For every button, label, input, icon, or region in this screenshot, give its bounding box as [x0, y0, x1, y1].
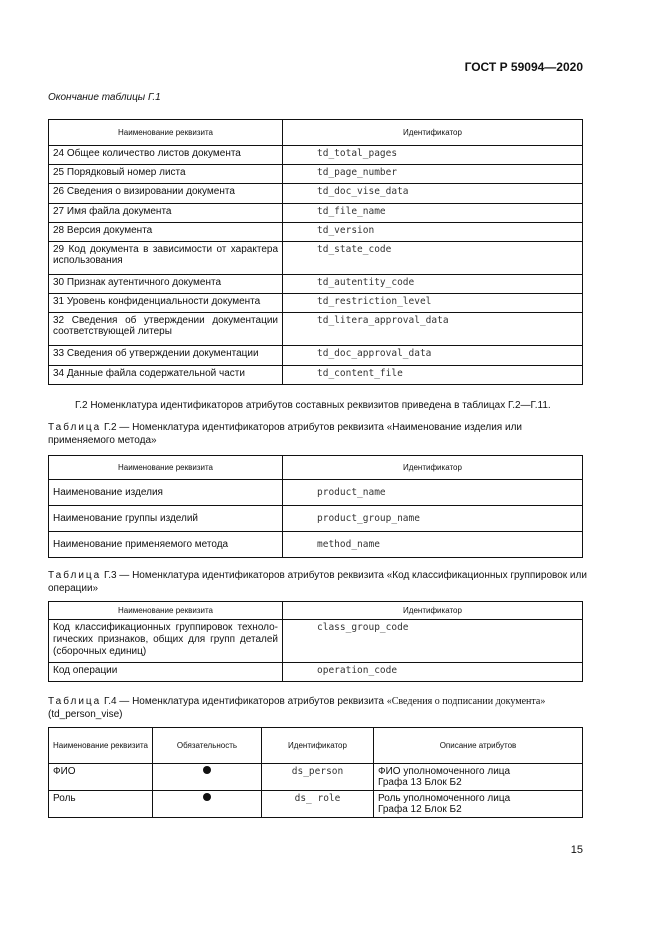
- cell-name: 32 Сведения об утверждении документации соответствующей литеры: [49, 313, 283, 346]
- table-g1: [48, 119, 583, 385]
- cell-id: td_content_file: [283, 366, 583, 385]
- cell-id: td_doc_approval_data: [283, 346, 583, 366]
- column-header-name: Наименование реквизита: [49, 456, 283, 480]
- cell-name: 34 Данные файла содержательной части: [49, 366, 283, 385]
- table-header-row: [49, 602, 583, 620]
- cell-required: [153, 791, 262, 818]
- required-marker-icon: [203, 766, 211, 774]
- cell-id: ds_person: [262, 764, 374, 791]
- table-row: [49, 242, 583, 275]
- cell-id: td_page_number: [283, 165, 583, 184]
- table-row: [49, 294, 583, 313]
- table-row: [49, 366, 583, 385]
- cell-name: Наименование группы изделий: [49, 506, 283, 532]
- cell-id: operation_code: [283, 663, 583, 682]
- table-g3: [48, 601, 583, 682]
- cell-id: method_name: [283, 532, 583, 558]
- column-header-name: Наименование реквизита: [49, 120, 283, 146]
- cell-id: td_state_code: [283, 242, 583, 275]
- table-g4: [48, 727, 583, 818]
- column-header-id: Идентификатор: [262, 728, 374, 764]
- caption-text: Г.3 — Номенклатура идентификаторов атрибутов реквизита «Код классификационных группировок или операции»: [48, 570, 587, 594]
- cell-name: Роль: [49, 791, 153, 818]
- caption-title: «Сведения о подписании документа»: [386, 696, 546, 707]
- table-header-row: [49, 456, 583, 480]
- cell-name: 24 Общее количество листов документа: [49, 146, 283, 165]
- table-row: [49, 532, 583, 558]
- cell-id: td_restriction_level: [283, 294, 583, 313]
- caption-identifier: (td_person_vise): [48, 709, 123, 720]
- column-header-name: Наименование реквизита: [49, 728, 153, 764]
- cell-id: class_group_code: [283, 620, 583, 663]
- cell-description: [374, 791, 583, 818]
- column-header-id: Идентификатор: [283, 120, 583, 146]
- cell-name: Код классификационных группировок техноло-гических признаков, общих для групп деталей (сборочных единиц): [49, 620, 283, 663]
- table-row: [49, 275, 583, 294]
- cell-id: td_file_name: [283, 204, 583, 223]
- cell-id: ds_ role: [262, 791, 374, 818]
- cell-id: td_total_pages: [283, 146, 583, 165]
- cell-name: 29 Код документа в зависимости от характера использования: [49, 242, 283, 275]
- table-row: [49, 313, 583, 346]
- description-line: Графа 13 Блок Б2: [378, 777, 462, 788]
- cell-name: 25 Порядковый номер листа: [49, 165, 283, 184]
- table-row: [49, 791, 583, 818]
- column-header-required: Обязательность: [153, 728, 262, 764]
- table-row: [49, 165, 583, 184]
- table-row: [49, 764, 583, 791]
- column-header-id: Идентификатор: [283, 456, 583, 480]
- table-g3-caption: [48, 569, 588, 595]
- description-line: Роль уполномоченного лица: [378, 793, 511, 804]
- cell-name: 33 Сведения об утверждении документации: [49, 346, 283, 366]
- column-header-description: Описание атрибутов: [374, 728, 583, 764]
- caption-word: Таблица: [48, 570, 102, 581]
- cell-name: 30 Признак аутентичного документа: [49, 275, 283, 294]
- caption-text: Г.4 — Номенклатура идентификаторов атрибутов реквизита: [101, 696, 387, 707]
- description-line: Графа 12 Блок Б2: [378, 804, 462, 815]
- table-row: [49, 146, 583, 165]
- table-g1-caption: Окончание таблицы Г.1: [48, 92, 161, 103]
- table-row: [49, 663, 583, 682]
- page-number: 15: [570, 844, 583, 856]
- table-header-row: [49, 728, 583, 764]
- cell-name: Наименование изделия: [49, 480, 283, 506]
- cell-name: 26 Сведения о визировании документа: [49, 184, 283, 204]
- paragraph-g2: Г.2 Номенклатура идентификаторов атрибутов составных реквизитов приведена в таблицах Г.2—Г.11.: [75, 400, 551, 411]
- table-row: [49, 204, 583, 223]
- cell-required: [153, 764, 262, 791]
- cell-id: td_doc_vise_data: [283, 184, 583, 204]
- cell-name: Код операции: [49, 663, 283, 682]
- cell-name: 28 Версия документа: [49, 223, 283, 242]
- cell-id: product_group_name: [283, 506, 583, 532]
- cell-id: td_autentity_code: [283, 275, 583, 294]
- description-line: ФИО уполномоченного лица: [378, 766, 511, 777]
- cell-name: 31 Уровень конфиденциальности документа: [49, 294, 283, 313]
- cell-name: 27 Имя файла документа: [49, 204, 283, 223]
- document-code: ГОСТ Р 59094—2020: [464, 60, 583, 74]
- table-g4-caption: [48, 695, 588, 721]
- cell-id: product_name: [283, 480, 583, 506]
- cell-id: td_litera_approval_data: [283, 313, 583, 346]
- cell-description: [374, 764, 583, 791]
- table-row: [49, 480, 583, 506]
- caption-word: Таблица: [48, 696, 102, 707]
- required-marker-icon: [203, 793, 211, 801]
- table-row: [49, 223, 583, 242]
- caption-word: Таблица: [48, 422, 102, 433]
- table-g2-caption: [48, 421, 588, 447]
- cell-name: ФИО: [49, 764, 153, 791]
- table-row: [49, 506, 583, 532]
- column-header-id: Идентификатор: [283, 602, 583, 620]
- column-header-name: Наименование реквизита: [49, 602, 283, 620]
- table-row: [49, 620, 583, 663]
- table-row: [49, 346, 583, 366]
- cell-name: Наименование применяемого метода: [49, 532, 283, 558]
- cell-id: td_version: [283, 223, 583, 242]
- table-g2: [48, 455, 583, 558]
- caption-text: Г.2 — Номенклатура идентификаторов атрибутов реквизита «Наименование изделия или применяемого метода»: [48, 422, 523, 446]
- table-row: [49, 184, 583, 204]
- table-header-row: [49, 120, 583, 146]
